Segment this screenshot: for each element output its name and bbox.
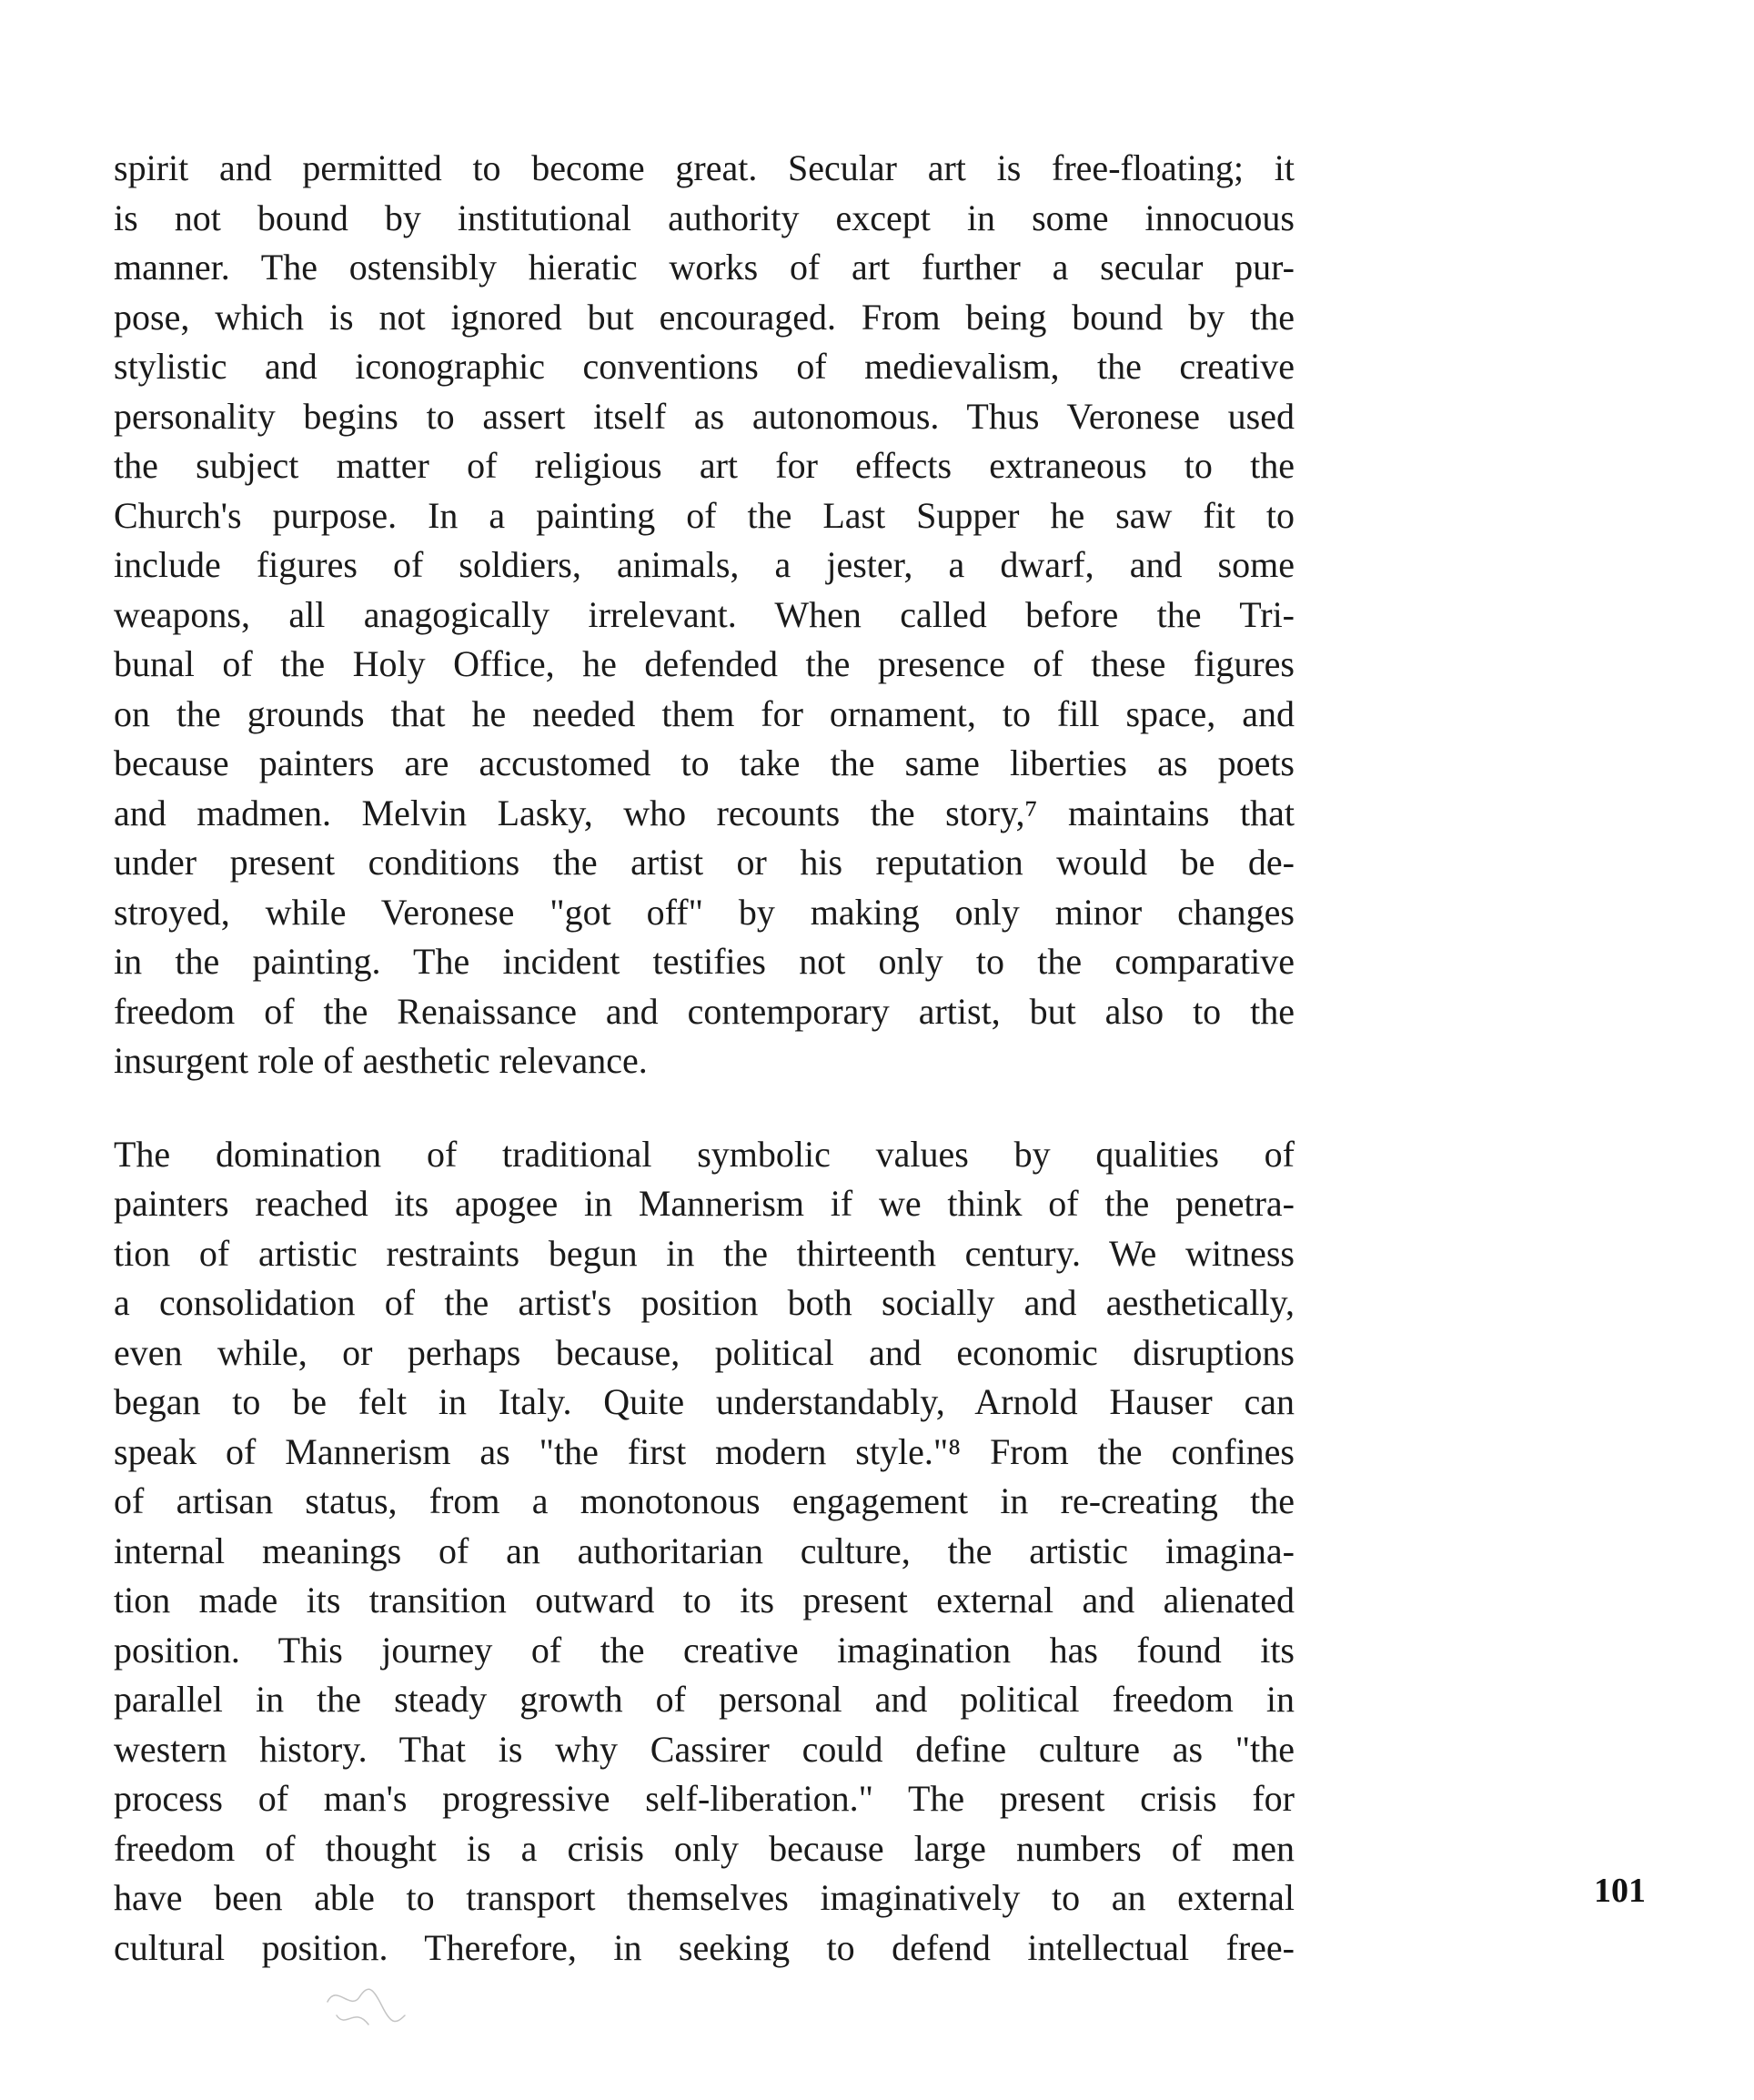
text-line: painters reached its apogee in Mannerism if we think of the penetra- (114, 1183, 1295, 1224)
text-line: internal meanings of an authoritarian culture, the artistic imagina- (114, 1530, 1295, 1571)
text-line: stylistic and iconographic conventions of medievalism, the creative (114, 346, 1295, 387)
text-line: and madmen. Melvin Lasky, who recounts the story,⁷ maintains that (114, 792, 1295, 833)
text-line: even while, or perhaps because, political and economic disruptions (114, 1331, 1295, 1373)
text-line: because painters are accustomed to take the same liberties as poets (114, 742, 1295, 783)
text-line: pose, which is not ignored but encouraged. From being bound by the (114, 296, 1295, 338)
text-line: weapons, all anagogically irrelevant. When called before the Tri- (114, 593, 1295, 635)
text-line: position. This journey of the creative imagination has found its (114, 1629, 1295, 1671)
text-line: manner. The ostensibly hieratic works of art further a secular pur- (114, 247, 1295, 288)
text-line: spirit and permitted to become great. Secular art is free-floating; it (114, 147, 1295, 188)
text-line: bunal of the Holy Office, he defended the presence of these figures (114, 643, 1295, 684)
text-line: under present conditions the artist or his reputation would be de- (114, 842, 1295, 883)
text-line: stroyed, while Veronese "got off" by making only minor changes (114, 891, 1295, 933)
text-line: parallel in the steady growth of personal and political freedom in (114, 1679, 1295, 1720)
text-line: in the painting. The incident testifies not only to the comparative (114, 941, 1295, 982)
text-line: freedom of thought is a crisis only because large numbers of men (114, 1827, 1295, 1869)
text-column (114, 144, 1295, 1973)
text-line: began to be felt in Italy. Quite understandably, Arnold Hauser can (114, 1381, 1295, 1422)
text-line: insurgent role of aesthetic relevance. (114, 1040, 648, 1081)
text-line: The domination of traditional symbolic values by qualities of (114, 1133, 1295, 1175)
text-line: personality begins to assert itself as autonomous. Thus Veronese used (114, 395, 1295, 437)
text-line: cultural position. Therefore, in seeking to defend intellectual free- (114, 1926, 1295, 1968)
text-line: is not bound by institutional authority except in some innocuous (114, 197, 1295, 238)
text-line: on the grounds that he needed them for ornament, to fill space, and (114, 692, 1295, 734)
text-line: a consolidation of the artist's position both socially and aesthetically, (114, 1282, 1295, 1323)
text-line: tion of artistic restraints begun in the thirteenth century. We witness (114, 1232, 1295, 1274)
text-line: tion made its transition outward to its present external and alienated (114, 1580, 1295, 1620)
text-line: have been able to transport themselves imaginatively to an external (114, 1877, 1295, 1918)
text-line: process of man's progressive self-liberation." The present crisis for (114, 1778, 1295, 1819)
page-number: 101 (1594, 1872, 1646, 1910)
text-line: the subject matter of religious art for effects extraneous to the (114, 445, 1295, 486)
text-line: of artisan status, from a monotonous engagement in re-creating the (114, 1480, 1295, 1521)
text-line: freedom of the Renaissance and contemporary artist, but also to the (114, 990, 1295, 1032)
pencil-scribble-icon (318, 1974, 428, 2047)
paragraph-1 (114, 144, 1295, 1086)
text-line: western history. That is why Cassirer could define culture as "the (114, 1728, 1295, 1770)
text-line: Church's purpose. In a painting of the Last Supper he saw fit to (114, 494, 1295, 536)
paragraph-2 (114, 1130, 1295, 1974)
text-line: include figures of soldiers, animals, a jester, a dwarf, and some (114, 544, 1295, 585)
text-line: speak of Mannerism as "the first modern style."⁸ From the confines (114, 1430, 1295, 1472)
paragraph-gap (114, 1086, 1295, 1130)
